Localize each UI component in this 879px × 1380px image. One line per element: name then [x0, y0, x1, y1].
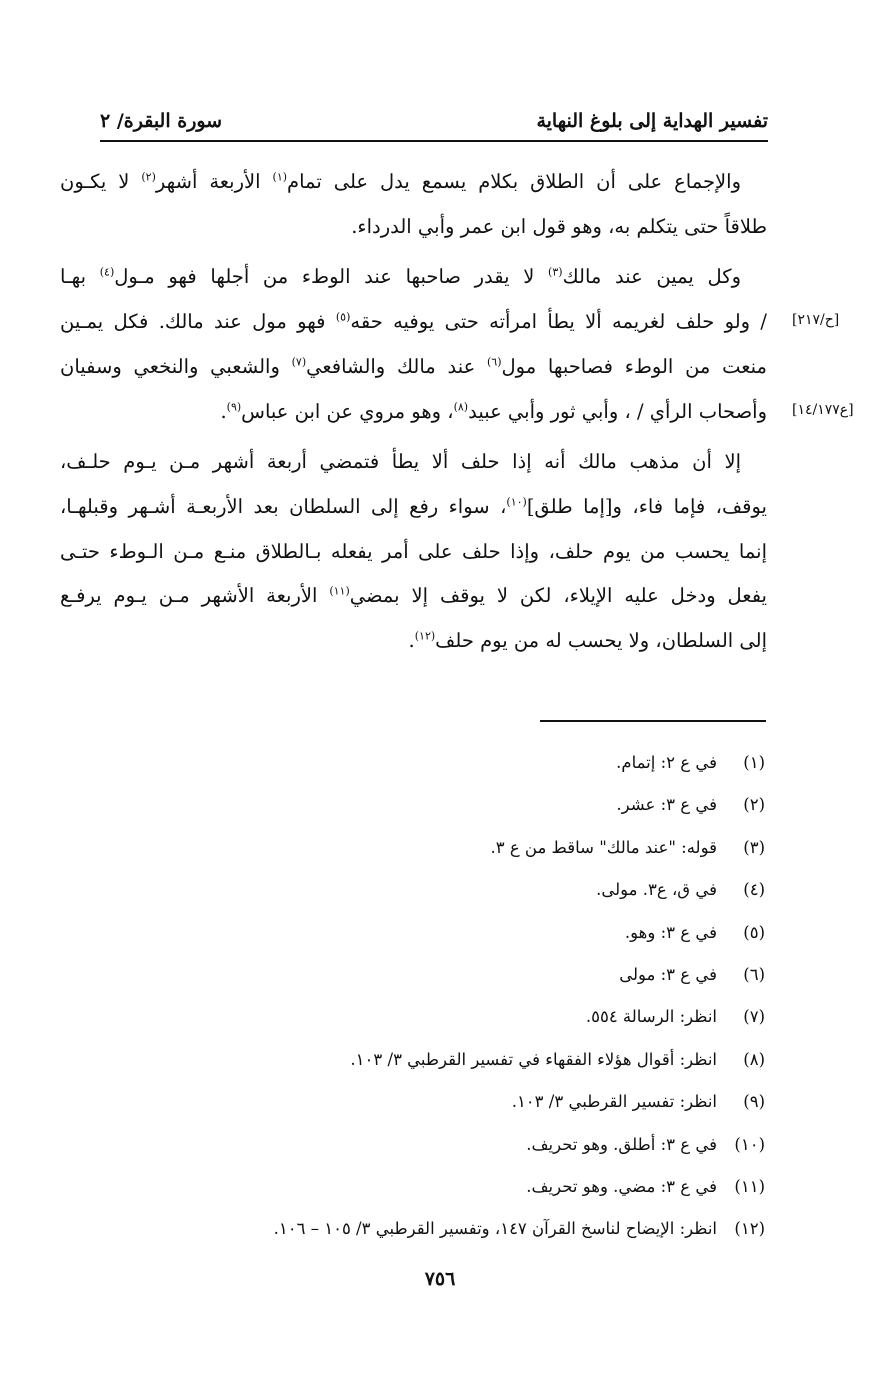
footnote-item — [100, 875, 765, 917]
footnote-ref[interactable]: (١) — [272, 170, 288, 184]
text-run: بهـا — [60, 265, 100, 289]
footnote-number: (٤) — [743, 880, 765, 900]
footnote-item — [100, 1045, 765, 1087]
footnote-ref[interactable]: (٥) — [335, 310, 351, 324]
footnote-ref[interactable]: (٣) — [548, 265, 563, 279]
text-run: وأصحاب الرأي / ، وأبي ثور وأبي عبيد — [468, 399, 767, 423]
footnote-number: (٥) — [743, 922, 765, 942]
footnote-ref[interactable]: (٨) — [453, 400, 469, 414]
text-run: . — [220, 399, 227, 423]
text-run: لا يكـون — [60, 170, 142, 193]
text-run: فهو مول عند مالك. فكل يمـين — [60, 310, 336, 334]
margin-note-1: [ح/٢١٧] — [792, 312, 840, 328]
footnotes-list — [100, 748, 765, 1257]
text-run: منعت من الوطء فصاحبها مول — [501, 354, 767, 378]
footnote-number: (٧) — [743, 1007, 765, 1027]
footnote-text: في ع ٣: أطلق. وهو تحريف. — [526, 1134, 717, 1154]
text-run: عند مالك والشافعي — [306, 354, 487, 378]
header-rule — [100, 140, 768, 142]
footnote-number: (٢) — [743, 795, 765, 815]
footnote-ref[interactable]: (٩) — [226, 400, 242, 414]
footnote-item — [100, 748, 765, 790]
footnote-ref[interactable]: (٧) — [291, 355, 307, 369]
footnote-number: (١٠) — [734, 1134, 765, 1154]
text-run: ، سواء رفع إلى السلطان بعد الأربعـة أشـهر وقبلهـا، — [60, 494, 507, 518]
footnote-text: انظر: تفسير القرطبي ٣/ ١٠٣. — [511, 1092, 717, 1112]
footnote-text: في ع ٣: مضي. وهو تحريف. — [526, 1176, 717, 1196]
footnote-ref[interactable]: (٦) — [486, 355, 502, 369]
text-run: لا يقدر صاحبها عند الوطء من أجلها فهو مـول — [114, 265, 549, 289]
text-line — [60, 485, 767, 530]
text-line — [60, 440, 767, 485]
footnote-text: في ع ٣: عشر. — [616, 795, 717, 815]
footnote-item — [100, 1214, 765, 1256]
footnote-item — [100, 1087, 765, 1129]
footnote-item — [100, 790, 765, 832]
footnote-text: انظر: الرسالة ٥٥٤. — [585, 1007, 717, 1027]
footnote-item — [100, 1130, 765, 1172]
footnote-text: انظر: أقوال هؤلاء الفقهاء في تفسير القرطبي ٣/ ١٠٣. — [350, 1049, 717, 1069]
book-title: تفسير الهداية إلى بلوغ النهاية — [536, 110, 768, 132]
footnote-item — [100, 833, 765, 875]
footnote-ref[interactable]: (١٠) — [506, 495, 527, 509]
footnote-text: قوله: "عند مالك" ساقط من ع ٣. — [490, 837, 717, 857]
text-run: طلاقاً حتى يتكلم به، وهو قول ابن عمر وأبي الدرداء. — [351, 214, 767, 238]
text-line — [60, 619, 767, 664]
text-line — [60, 160, 767, 205]
footnote-text: في ع ٢: إتمام. — [616, 753, 717, 772]
text-run: الأربعة أشهر — [155, 170, 273, 193]
text-run: والشعبي والنخعي وسفيان — [60, 354, 292, 378]
footnote-ref[interactable]: (٢) — [141, 170, 156, 184]
text-run: يوقف، فإما فاء، و[إما طلق] — [526, 494, 767, 518]
footnote-item — [100, 1172, 765, 1214]
footnote-text: في ع ٣: مولى — [619, 964, 717, 984]
text-run: إنما يحسب من يوم حلف، وإذا حلف على أمر يفعله بـالطلاق منـع مـن الـوطء حتـى — [60, 539, 767, 563]
text-run: ، وهو مروي عن ابن عباس — [241, 399, 454, 423]
text-run: . — [408, 629, 415, 653]
text-run: إلى السلطان، ولا يحسب له من يوم حلف — [435, 629, 767, 653]
text-run: يفعل ودخل عليه الإيلاء، لكن لا يوقف إلا بمضي — [349, 584, 767, 608]
text-line — [60, 255, 767, 300]
margin-note-2: [ع١٤/١٧٧] — [792, 402, 854, 418]
text-run: إلا أن مذهب مالك أنه إذا حلف ألا يطأ فتمضي أربعة أشهر مـن يـوم حلـف، — [60, 450, 741, 474]
footnote-number: (٦) — [743, 964, 765, 984]
page-number: ٧٥٦ — [424, 1268, 456, 1290]
text-run: / ولو حلف لغريمه ألا يطأ امرأته حتى يوفيه حقه — [350, 310, 767, 334]
text-line — [60, 530, 767, 575]
footnote-text: في ع ٣: وهو. — [624, 922, 717, 942]
text-line — [60, 574, 767, 619]
paragraph — [60, 255, 767, 434]
footnote-number: (١١) — [734, 1176, 765, 1196]
footnote-ref[interactable]: (٤) — [99, 265, 115, 279]
footnote-item — [100, 918, 765, 960]
footnote-number: (٨) — [743, 1049, 765, 1069]
text-run: وكل يمين عند مالك — [562, 265, 741, 289]
footnote-number: (١) — [743, 753, 765, 772]
text-run: والإجماع على أن الطلاق بكلام يسمع يدل على تمام — [287, 170, 741, 193]
paragraph — [60, 440, 767, 664]
main-text — [60, 160, 767, 664]
footnote-rule — [540, 720, 766, 722]
footnote-text: انظر: الإيضاح لناسخ القرآن ١٤٧، وتفسير القرطبي ٣/ ١٠٥ – ١٠٦. — [273, 1219, 717, 1239]
text-run: الأربعة الأشهر مـن يـوم يرفـع — [60, 584, 330, 608]
text-line — [60, 390, 767, 435]
footnote-number: (٩) — [743, 1092, 765, 1112]
footnote-text: في ق، ع٣. مولى. — [596, 880, 717, 900]
text-line — [60, 345, 767, 390]
footnote-item — [100, 960, 765, 1002]
text-line — [60, 300, 767, 345]
text-line — [60, 205, 767, 250]
footnote-item — [100, 1002, 765, 1044]
footnote-ref[interactable]: (١١) — [329, 584, 350, 598]
footnote-ref[interactable]: (١٢) — [414, 629, 436, 643]
running-header — [100, 98, 768, 132]
surah-label: سورة البقرة/ ٢ — [100, 110, 223, 132]
paragraph — [60, 160, 767, 249]
footnote-number: (١٢) — [734, 1219, 765, 1239]
footnote-number: (٣) — [743, 837, 765, 857]
